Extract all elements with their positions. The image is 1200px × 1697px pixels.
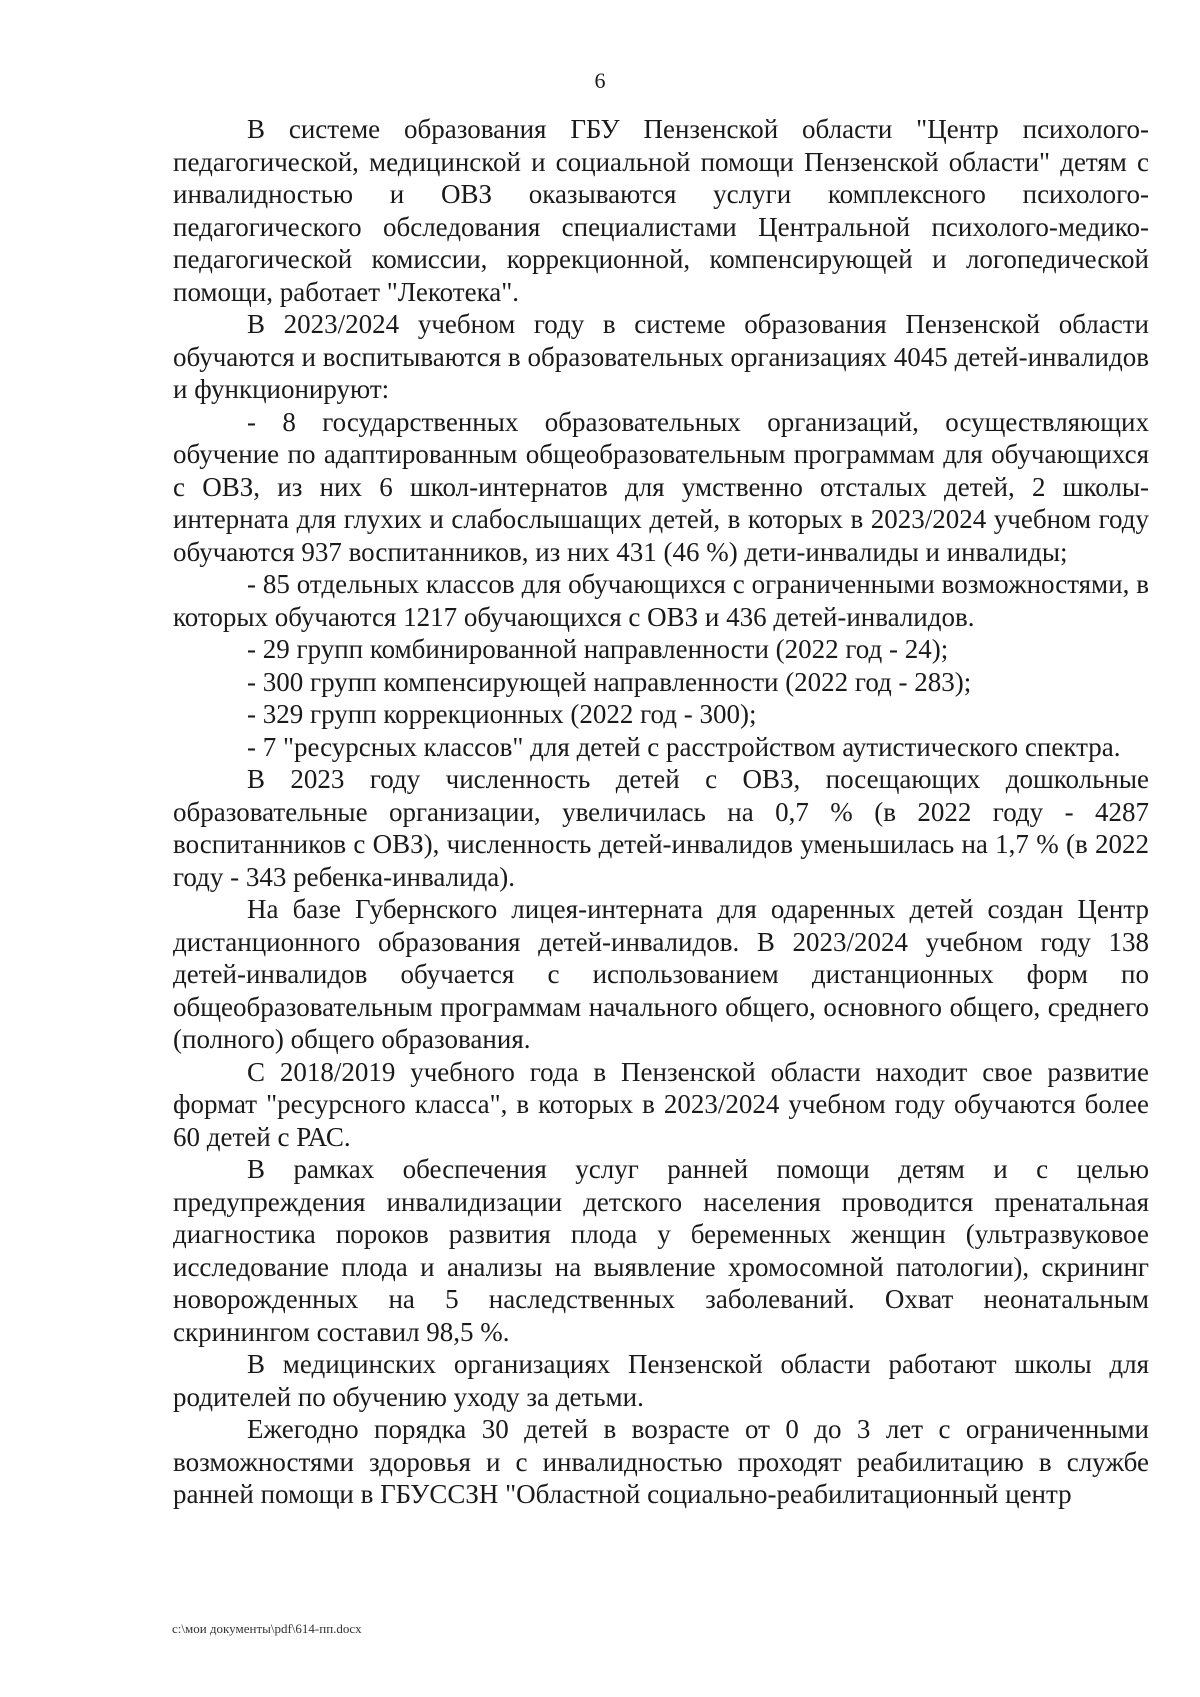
list-item-combined-groups: - 29 групп комбинированной направленности (2022 год - 24); [247, 634, 949, 664]
document-body [173, 113, 1149, 1511]
paragraph-school-year-overview: В 2023/2024 учебном году в системе образования Пензенской области обучаются и воспитываются в образовательных организациях 4045 детей-инвалидов и функционируют: [173, 309, 1149, 404]
paragraph-preschool-statistics: В 2023 году численность детей с ОВЗ, посещающих дошкольные образовательные организации, увеличилась на 0,7 % (в 2022 году - 4287 воспитанников с ОВЗ), численность детей-инвалидов уменьшилась на 1,7 % (в 2022 году - 343 ребенка-инвалида). [173, 764, 1149, 892]
list-item-compensating-groups: - 300 групп компенсирующей направленности (2022 год - 283); [247, 666, 972, 697]
page-number: 6 [594, 68, 606, 93]
list-item-correctional-groups: - 329 групп коррекционных (2022 год - 300); [247, 699, 757, 729]
paragraph-parent-schools: В медицинских организациях Пензенской области работают школы для родителей по обучению уходу за детьми. [173, 1349, 1149, 1412]
paragraph-center-services: В системе образования ГБУ Пензенской области "Центр психолого-педагогической, медицинской и социальной помощи Пензенской области" детям с инвалидностью и ОВЗ оказываются услуги комплексного психолого-педагогического обследования специалистами Центральной психолого-медико-педагогической комиссии, коррекционной, компенсирующей и логопедической помощи, работает "Лекотека". [173, 114, 1149, 307]
list-item-state-organizations: - 8 государственных образовательных организаций, осуществляющих обучение по адаптированным общеобразовательным программам для обучающихся с ОВЗ, из них 6 школ-интернатов для умственно отсталых детей, 2 школы-интерната для глухих и слабослышащих детей, в которых в 2023/2024 учебном году обучаются 937 воспитанников, из них 431 (46 %) дети-инвалиды и инвалиды; [173, 406, 1149, 567]
list-item-resource-classes: - 7 "ресурсных классов" для детей с расстройством аутистического спектра. [247, 731, 1121, 762]
paragraph-early-rehabilitation: Ежегодно порядка 30 детей в возрасте от 0 до 3 лет с ограниченными возможностями здоровья и с инвалидностью проходят реабилитацию в службе ранней помощи в ГБУССЗН "Областной социально-реабилитационный центр [173, 1414, 1149, 1509]
list-item-separate-classes: - 85 отдельных классов для обучающихся с ограниченными возможностями, в которых обучаются 1217 обучающихся с ОВЗ и 436 детей-инвалидов. [173, 569, 1149, 632]
paragraph-early-help: В рамках обеспечения услуг ранней помощи детям и с целью предупреждения инвалидизации детского населения проводится пренатальная диагностика пороков развития плода у беременных женщин (ультразвуковое исследование плода и анализы на выявление хромосомной патологии), скрининг новорожденных на 5 наследственных заболеваний. Охват неонатальным скринингом составил 98,5 %. [173, 1154, 1149, 1347]
paragraph-distance-education: На базе Губернского лицея-интерната для одаренных детей создан Центр дистанционного образования детей-инвалидов. В 2023/2024 учебном году 138 детей-инвалидов обучается с использованием дистанционных форм по общеобразовательным программам начального общего, основного общего, среднего (полного) общего образования. [173, 894, 1149, 1054]
paragraph-resource-class-format: С 2018/2019 учебного года в Пензенской области находит свое развитие формат "ресурсного класса", в которых в 2023/2024 учебном году обучаются более 60 детей с РАС. [173, 1056, 1149, 1152]
footer-file-path: c:\мои документы\pdf\614-пп.docx [172, 1621, 362, 1636]
